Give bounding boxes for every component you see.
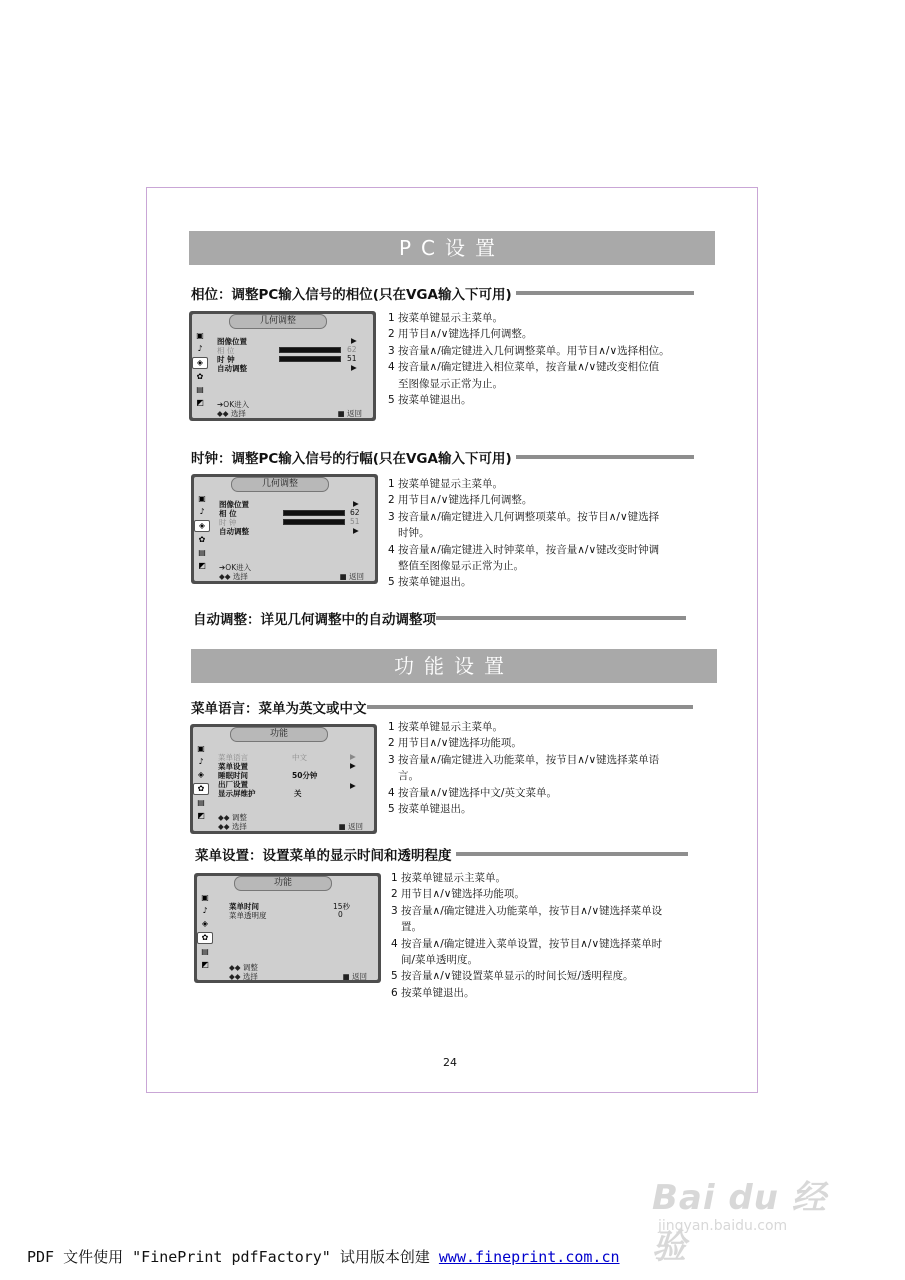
tv-icon: ◩ — [197, 811, 205, 820]
osd-tab: 几何调整 — [231, 477, 329, 492]
arrow-right-icon: ▶ — [350, 781, 356, 790]
function-icon: ✿ — [197, 932, 213, 944]
picture-icon: ▣ — [196, 331, 204, 340]
osd-clock-screen — [191, 474, 378, 584]
function-icon: ✿ — [193, 783, 209, 795]
sound-icon: ♪ — [197, 344, 203, 353]
osd-hint: ◆◆ 选择 — [229, 972, 258, 981]
footer-link[interactable]: www.fineprint.com.cn — [438, 1248, 620, 1266]
sound-icon: ♪ — [198, 757, 204, 766]
osd-item: 自动调整 — [217, 364, 247, 373]
step-line: 5 按菜单键退出。 — [388, 576, 472, 589]
heading-auto-text: 自动调整：详见几何调整中的自动调整项 — [193, 612, 436, 628]
step-line: 4 按音量∧/确定键进入菜单设置，按节目∧/∨键选择菜单时 — [391, 937, 663, 950]
osd-item: 自动调整 — [219, 527, 249, 536]
heading-auto — [193, 608, 686, 628]
step-line: 5 按音量∧/∨键设置菜单显示的时间长短/透明程度。 — [391, 970, 634, 983]
osd-back: ■ 返回 — [338, 822, 363, 831]
heading-lang — [191, 697, 693, 717]
steps-lang — [388, 719, 659, 817]
osd-tab: 几何调整 — [229, 314, 327, 329]
osd-hint: ➔OK进入 — [219, 563, 252, 572]
osd-menu-screen — [194, 873, 381, 983]
tv-icon: ◩ — [196, 398, 204, 407]
display-icon: ▤ — [198, 548, 206, 557]
heading-phase-text: 相位：调整PC输入信号的相位(只在VGA输入下可用) — [191, 287, 512, 303]
osd-hint: ◆◆ 选择 — [217, 409, 246, 418]
step-line: 至图像显示正常为止。 — [398, 377, 503, 390]
heading-clock-text: 时钟：调整PC输入信号的行幅(只在VGA输入下可用) — [191, 451, 512, 467]
osd-value: 62 — [350, 508, 360, 517]
osd-value: 50分钟 — [292, 771, 318, 780]
step-line: 2 用节目∧/∨键选择功能项。 — [391, 888, 525, 901]
step-line: 3 按音量∧/确定键进入功能菜单，按节目∧/∨键选择菜单语 — [388, 753, 660, 766]
display-icon: ▤ — [197, 798, 205, 807]
step-line: 言。 — [398, 770, 419, 783]
osd-item: 睡眠时间 — [218, 771, 248, 780]
heading-rule — [516, 291, 694, 295]
osd-item: 图像位置 — [219, 500, 249, 509]
steps-clock — [388, 476, 659, 591]
step-line: 6 按菜单键退出。 — [391, 986, 475, 999]
heading-rule — [456, 852, 688, 856]
heading-rule — [516, 455, 694, 459]
step-line: 3 按音量∧/确定键进入几何调整项菜单。按节目∧/∨键选择 — [388, 510, 660, 523]
clock-slider — [283, 519, 345, 525]
osd-sidebar — [196, 891, 214, 973]
step-line: 2 用节目∧/∨键选择功能项。 — [388, 737, 522, 750]
pdf-footer — [27, 1246, 620, 1267]
step-line: 2 用节目∧/∨键选择几何调整。 — [388, 328, 533, 341]
picture-icon: ▣ — [201, 893, 209, 902]
steps-phase — [388, 310, 670, 408]
step-line: 3 按音量∧/确定键进入几何调整菜单。用节目∧/∨选择相位。 — [388, 344, 670, 357]
osd-hint: ◆◆ 调整 — [218, 813, 247, 822]
footer-text: PDF 文件使用 "FinePrint pdfFactory" 试用版本创建 — [27, 1248, 430, 1266]
geometry-icon: ◈ — [197, 770, 205, 779]
sound-icon: ♪ — [199, 507, 205, 516]
tv-icon: ◩ — [201, 960, 209, 969]
step-line: 5 按菜单键退出。 — [388, 803, 472, 816]
osd-hint: ➔OK进入 — [217, 400, 250, 409]
osd-lang-screen — [190, 724, 377, 834]
osd-value: 15秒 — [333, 902, 351, 911]
osd-item: 菜单时间 — [229, 902, 259, 911]
step-line: 5 按菜单键退出。 — [388, 394, 472, 407]
picture-icon: ▣ — [197, 744, 205, 753]
watermark-url: jingyan.baidu.com — [658, 1218, 788, 1234]
steps-menu — [391, 870, 662, 1001]
arrow-right-icon: ▶ — [353, 526, 359, 535]
osd-sidebar — [193, 492, 211, 574]
osd-item: 图像位置 — [217, 337, 247, 346]
osd-back: ■ 返回 — [342, 972, 367, 981]
arrow-right-icon: ▶ — [350, 761, 356, 770]
sound-icon: ♪ — [202, 906, 208, 915]
osd-item: 菜单语言 — [218, 753, 248, 762]
geometry-icon: ◈ — [192, 357, 208, 369]
arrow-right-icon: ▶ — [351, 336, 357, 345]
display-icon: ▤ — [196, 385, 204, 394]
baidu-watermark — [652, 1170, 852, 1267]
osd-phase-screen — [189, 311, 376, 421]
section-banner-pc: PC设置 — [189, 231, 715, 265]
osd-tab: 功能 — [230, 727, 328, 742]
osd-hint: ◆◆ 调整 — [229, 963, 258, 972]
step-line: 3 按音量∧/确定键进入功能菜单，按节目∧/∨键选择菜单设 — [391, 904, 663, 917]
step-line: 时钟。 — [398, 527, 430, 540]
heading-phase — [191, 283, 694, 303]
osd-item: 时 钟 — [219, 518, 237, 527]
osd-item: 显示屏维护 — [218, 789, 256, 798]
step-line: 4 按音量∧/确定键进入时钟菜单，按音量∧/∨键改变时钟调 — [388, 543, 660, 556]
osd-item: 时 钟 — [217, 355, 235, 364]
osd-value: 62 — [347, 345, 357, 354]
step-line: 1 按菜单键显示主菜单。 — [388, 478, 504, 490]
osd-item: 相 位 — [219, 509, 237, 518]
osd-value: 51 — [350, 517, 360, 526]
section-banner-function: 功能设置 — [191, 649, 717, 683]
heading-menu-text: 菜单设置：设置菜单的显示时间和透明程度 — [195, 848, 452, 864]
osd-value: 中文 — [292, 753, 307, 762]
arrow-right-icon: ▶ — [353, 499, 359, 508]
page-number: 24 — [443, 1056, 457, 1069]
osd-item: 相 位 — [217, 346, 235, 355]
step-line: 置。 — [401, 921, 422, 934]
osd-back: ■ 返回 — [337, 409, 362, 418]
function-icon: ✿ — [196, 372, 204, 381]
heading-rule — [367, 705, 693, 709]
geometry-icon: ◈ — [201, 919, 209, 928]
osd-value: 关 — [294, 789, 302, 798]
geometry-icon: ◈ — [194, 520, 210, 532]
osd-item: 菜单设置 — [218, 762, 248, 771]
clock-slider — [279, 356, 341, 362]
function-icon: ✿ — [198, 535, 206, 544]
osd-item: 菜单透明度 — [229, 911, 267, 920]
heading-menu — [195, 844, 688, 864]
picture-icon: ▣ — [198, 494, 206, 503]
osd-hint: ◆◆ 选择 — [219, 572, 248, 581]
heading-rule — [436, 616, 686, 620]
osd-item: 出厂设置 — [218, 780, 248, 789]
display-icon: ▤ — [201, 947, 209, 956]
step-line: 间/菜单透明度。 — [401, 954, 479, 967]
step-line: 4 按音量∧/确定键进入相位菜单，按音量∧/∨键改变相位值 — [388, 361, 660, 374]
heading-clock — [191, 447, 694, 467]
step-line: 1 按菜单键显示主菜单。 — [388, 312, 504, 324]
osd-sidebar — [192, 742, 210, 824]
osd-tab: 功能 — [234, 876, 332, 891]
step-line: 4 按音量∧/∨键选择中文/英文菜单。 — [388, 786, 557, 799]
osd-value: 0 — [338, 910, 343, 919]
step-line: 整值至图像显示正常为止。 — [398, 560, 524, 573]
phase-slider — [283, 510, 345, 516]
osd-hint: ◆◆ 选择 — [218, 822, 247, 831]
tv-icon: ◩ — [198, 561, 206, 570]
osd-sidebar — [191, 329, 209, 411]
heading-lang-text: 菜单语言：菜单为英文或中文 — [191, 701, 367, 717]
phase-slider — [279, 347, 341, 353]
osd-value: 51 — [347, 354, 357, 363]
step-line: 1 按菜单键显示主菜单。 — [388, 721, 504, 733]
arrow-right-icon: ▶ — [350, 752, 356, 761]
arrow-right-icon: ▶ — [351, 363, 357, 372]
osd-back: ■ 返回 — [339, 572, 364, 581]
step-line: 1 按菜单键显示主菜单。 — [391, 872, 507, 884]
watermark-brand: Bai du 经验 — [652, 1178, 827, 1267]
step-line: 2 用节目∧/∨键选择几何调整。 — [388, 494, 533, 507]
